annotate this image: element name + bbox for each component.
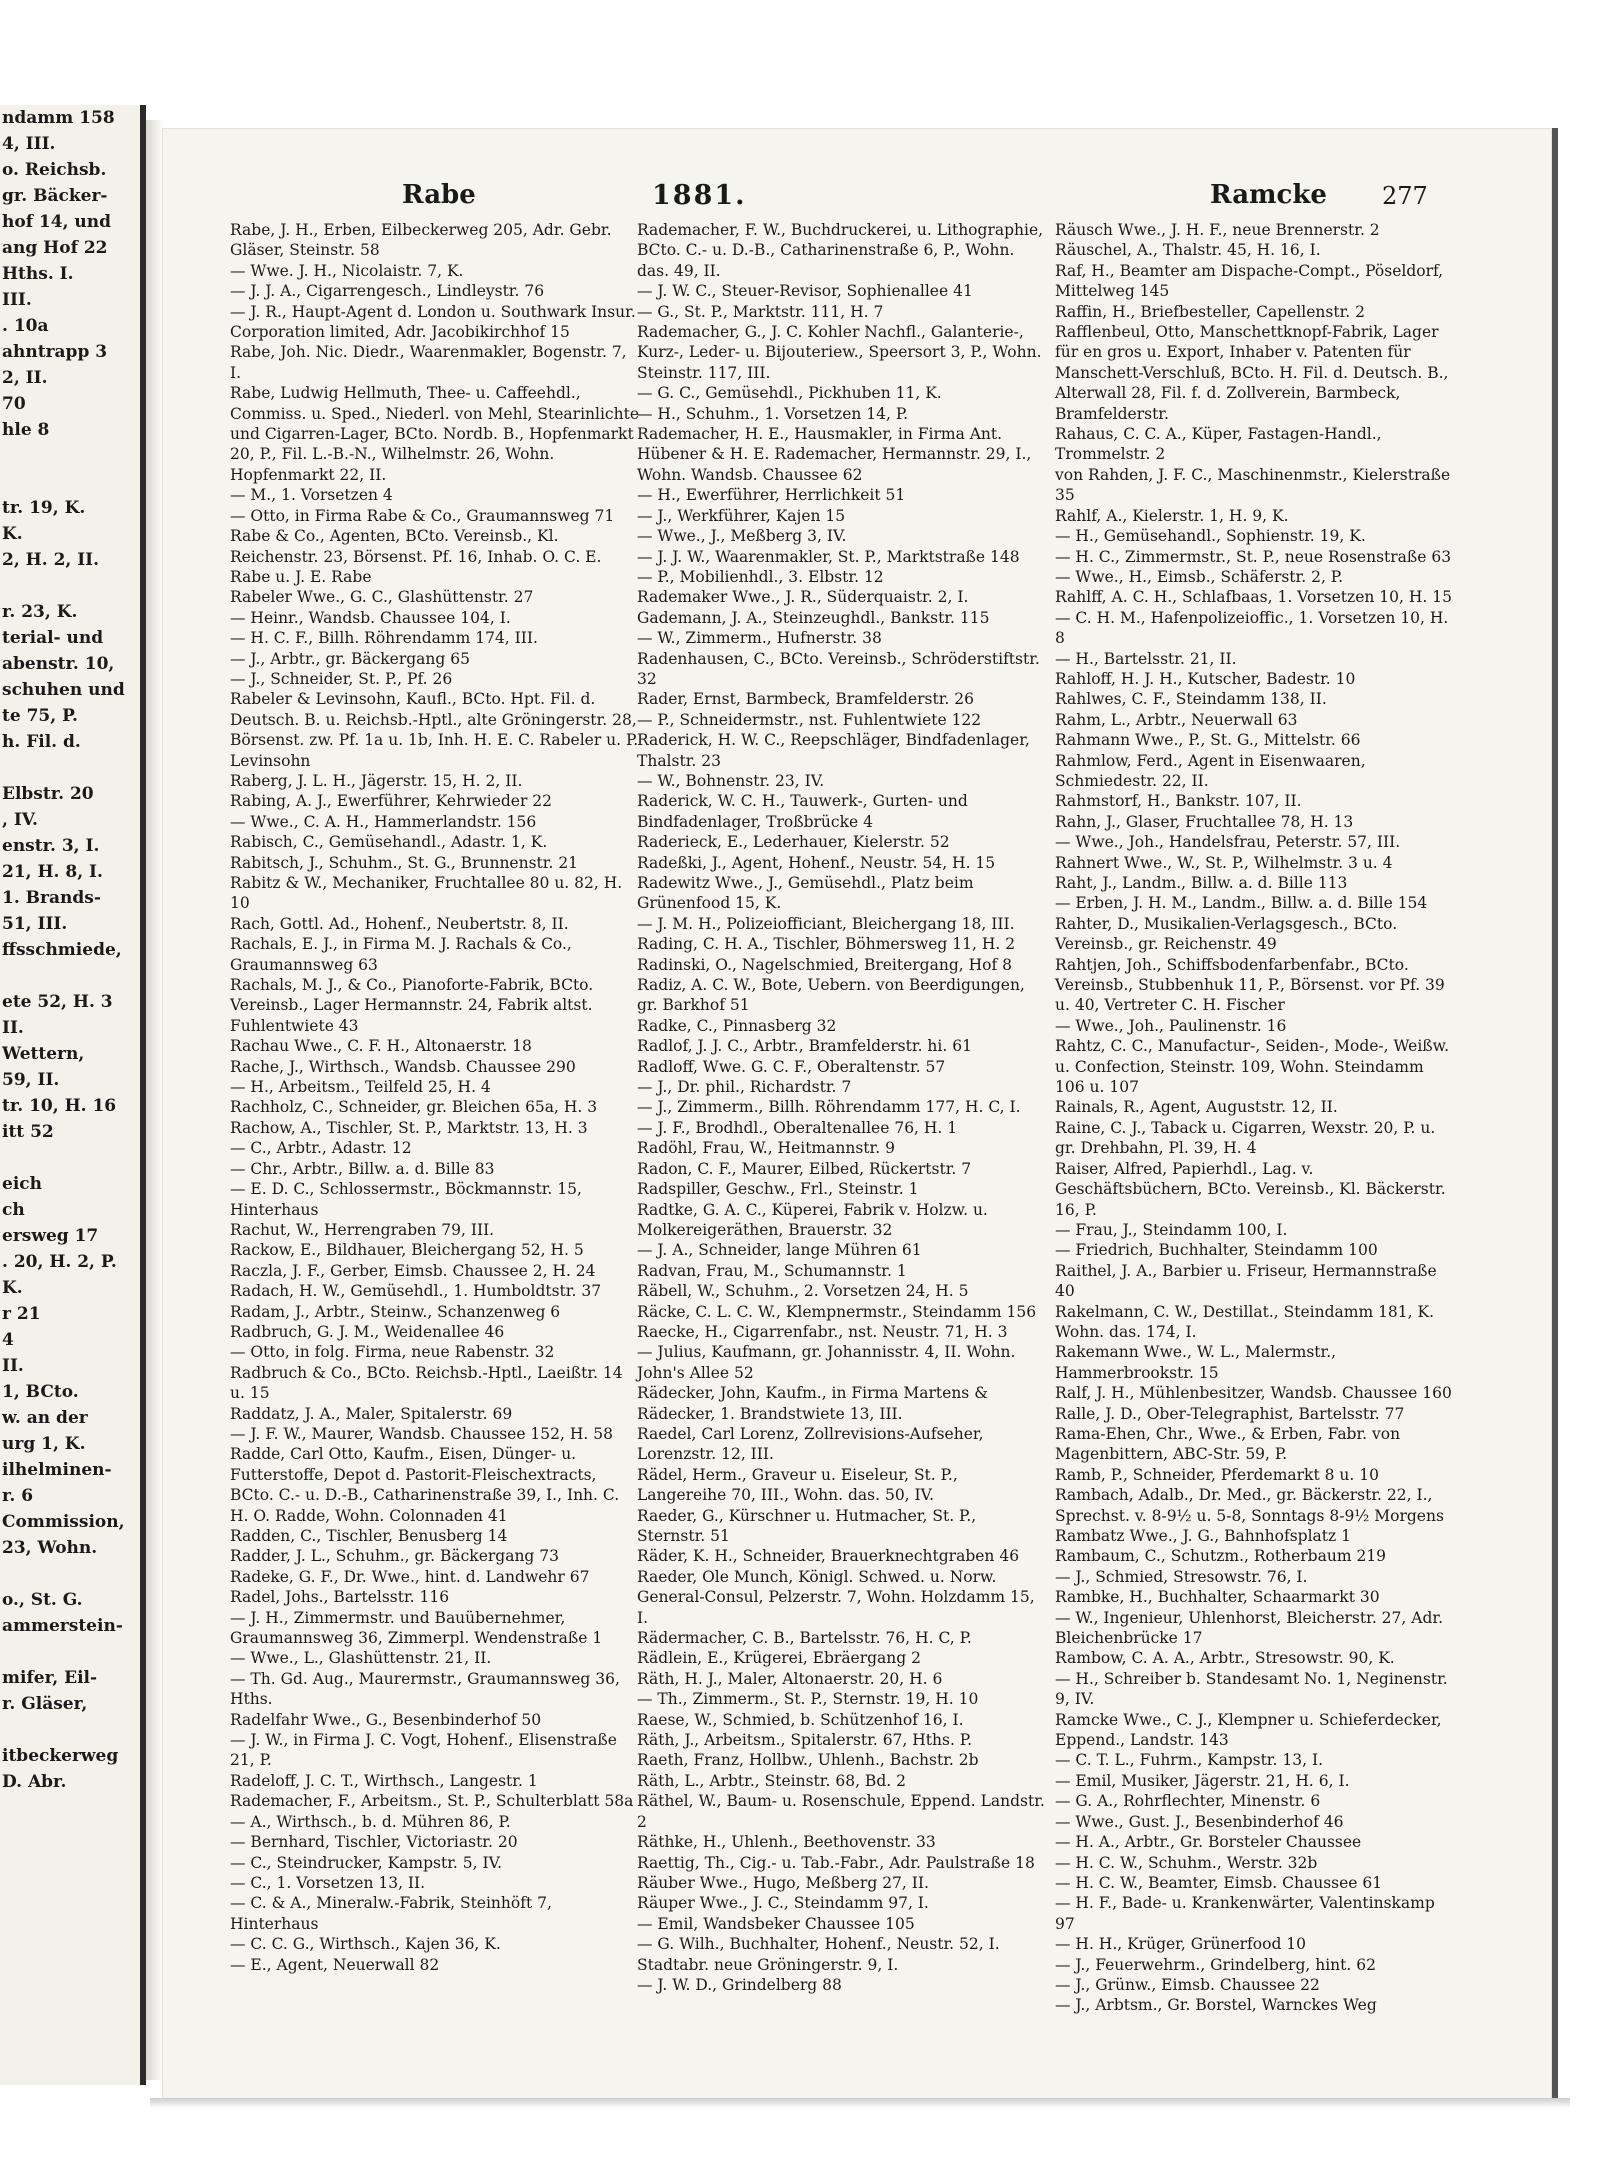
left-fragment-line: ffsschmiede, [2, 940, 122, 960]
directory-entry: — H. H., Krüger, Grünerfood 10 [1055, 1935, 1307, 1954]
directory-entry: Radder, J. L., Schuhm., gr. Bäckergang 73 [230, 1547, 559, 1566]
directory-entry: Rambke, H., Buchhalter, Schaarmarkt 30 [1055, 1588, 1380, 1607]
directory-entry: Radach, H. W., Gemüsehdl., 1. Humboldtstr. 37 [230, 1282, 602, 1301]
directory-entry: Räcke, C. L. C. W., Klempnermstr., Steindamm 156 [637, 1302, 1037, 1321]
left-fragment-line: enstr. 3, I. [2, 836, 100, 856]
directory-entry: Rahlf, A., Kielerstr. 1, H. 9, K. [1055, 506, 1289, 525]
directory-entry: Räth, H. J., Maler, Altonaerstr. 20, H. 6 [637, 1669, 943, 1688]
directory-entry: — C. & A., Mineralw.-Fabrik, Steinhöft 7, Hinterhaus [230, 1894, 552, 1933]
directory-entry: — Th., Zimmerm., St. P., Sternstr. 19, H. 10 [637, 1690, 979, 1709]
directory-entry: Radloff, Wwe. G. C. F., Oberaltenstr. 57 [637, 1057, 946, 1076]
directory-entry: — H. C. F., Billh. Röhrendamm 174, III. [230, 629, 538, 648]
left-fragment-line: gr. Bäcker- [2, 186, 108, 206]
directory-entry: Rackow, E., Bildhauer, Bleichergang 52, H. 5 [230, 1241, 584, 1260]
directory-entry: — H., Bartelsstr. 21, II. [1055, 649, 1237, 668]
left-fragment-line: 4 [2, 1330, 14, 1350]
directory-entry: — Wwe., Gust. J., Besenbinderhof 46 [1055, 1812, 1344, 1831]
directory-entry: — G. Wilh., Buchhalter, Hohenf., Neustr. 52, I. Stadtabr. neue Gröningerstr. 9, I. [637, 1935, 1000, 1974]
left-fragment-line [0, 1561, 140, 1587]
directory-entry: — Emil, Musiker, Jägerstr. 21, H. 6, I. [1055, 1771, 1350, 1790]
directory-entry: Radeßki, J., Agent, Hohenf., Neustr. 54, H. 15 [637, 853, 996, 872]
directory-entry: Radeloff, J. C. T., Wirthsch., Langestr. 1 [230, 1771, 538, 1790]
directory-entry: Raderieck, E., Lederhauer, Kielerstr. 52 [637, 833, 950, 852]
directory-entry: — J. J. W., Waarenmakler, St. P., Marktstraße 148 [637, 547, 1020, 566]
directory-entry: — Otto, in folg. Firma, neue Rabenstr. 32 [230, 1343, 555, 1362]
directory-entry: Radinski, O., Nagelschmied, Breitergang, Hof 8 [637, 955, 1012, 974]
directory-entry: — H. F., Bade- u. Krankenwärter, Valentinskamp 97 [1055, 1894, 1435, 1933]
directory-entry: Rädel, Herm., Graveur u. Eiseleur, St. P., Langereihe 70, III., Wohn. das. 50, IV. [637, 1465, 958, 1505]
directory-entry: Rademacher, F., Arbeitsm., St. P., Schulterblatt 58a [230, 1792, 634, 1811]
directory-entry: — H., Schreiber b. Standesamt No. 1, Neginenstr. 9, IV. [1055, 1669, 1448, 1709]
left-fragment-line: ndamm 158 [2, 108, 115, 128]
directory-entry: Rademacher, G., J. C. Kohler Nachfl., Galanterie-, Kurz-, Leder- u. Bijouteriew., Speersort 3, P., Wohn. Steinstr. 117, III. [637, 323, 1042, 382]
directory-entry: — Emil, Wandsbeker Chaussee 105 [637, 1914, 915, 1933]
page-bottom-edge [150, 2098, 1570, 2108]
directory-entry: Rahlff, A. C. H., Schlafbaas, 1. Vorsetzen 10, H. 15 [1055, 588, 1452, 607]
directory-entry: — Frau, J., Steindamm 100, I. [1055, 1220, 1288, 1239]
directory-entry: Rading, C. H. A., Tischler, Böhmersweg 11, H. 2 [637, 935, 1016, 954]
left-fragment-line: mifer, Eil- [2, 1668, 98, 1688]
directory-entry: Rabitz & W., Mechaniker, Fruchtallee 80 u. 82, H. 10 [230, 874, 623, 913]
directory-entry: — P., Mobilienhdl., 3. Elbstr. 12 [637, 567, 884, 586]
directory-page [162, 128, 1558, 2108]
left-fragment-line: D. Abr. [2, 1772, 67, 1792]
directory-entry: — G. C., Gemüsehdl., Pickhuben 11, K. [637, 384, 942, 403]
directory-entry: — Th. Gd. Aug., Maurermstr., Graumannsweg 36, Hths. [230, 1669, 620, 1709]
directory-entry: — H. C. W., Beamter, Eimsb. Chaussee 61 [1055, 1873, 1383, 1892]
directory-entry: — J. R., Haupt-Agent d. London u. Southwark Insur. Corporation limited, Adr. Jacobikirchhof 15 [230, 302, 636, 342]
left-fragment-line: II. [2, 1356, 24, 1376]
directory-entry: Rama-Ehen, Chr., Wwe., & Erben, Fabr. von Magenbittern, ABC-Str. 59, P. [1055, 1424, 1401, 1464]
left-fragment-line: r. 6 [2, 1486, 34, 1506]
left-fragment-line: h. Fil. d. [2, 732, 81, 752]
directory-entry: Radel, Johs., Bartelsstr. 116 [230, 1588, 450, 1607]
left-fragment-line [0, 443, 140, 469]
column-3 [1055, 220, 1455, 2016]
directory-entry: Raffin, H., Briefbesteller, Capellenstr. 2 [1055, 302, 1366, 321]
left-fragment-line: te 75, P. [2, 706, 78, 726]
directory-entry: Räuper Wwe., J. C., Steindamm 97, I. [637, 1894, 929, 1913]
left-fragment-line: abenstr. 10, [2, 654, 115, 674]
directory-entry: Raine, C. J., Taback u. Cigarren, Wexstr. 20, P. u. gr. Drehbahn, Pl. 39, H. 4 [1055, 1118, 1436, 1158]
directory-entry: Radöhl, Frau, W., Heitmannstr. 9 [637, 1139, 895, 1158]
directory-entry: Rahtz, C. C., Manufactur-, Seiden-, Mode-, Weißw. u. Confection, Steinstr. 109, Wohn. Steindamm 106 u. 107 [1055, 1037, 1450, 1097]
directory-entry: Räuber Wwe., Hugo, Meßberg 27, II. [637, 1873, 929, 1892]
left-fragment-line: 21, H. 8, I. [2, 862, 103, 882]
directory-entry: Radde, Carl Otto, Kaufm., Eisen, Dünger- u. Futterstoffe, Depot d. Pastorit-Fleischextracts, BCto. C.- u. D.-B., Catharinenstraße 39, I., Inh. C. H. O. Radde, Wohn. Colonnaden 41 [230, 1445, 620, 1525]
directory-entry: Rachals, M. J., & Co., Pianoforte-Fabrik, BCto. Vereinsb., Lager Hermannstr. 24, Fabrik altst. Fuhlentwiete 43 [230, 976, 594, 1035]
directory-entry: — Bernhard, Tischler, Victoriastr. 20 [230, 1833, 518, 1852]
directory-entry: Radspiller, Geschw., Frl., Steinstr. 1 [637, 1180, 919, 1199]
directory-entry: — Wwe., H., Eimsb., Schäferstr. 2, P. [1055, 567, 1344, 586]
left-fragment-line: ammerstein- [2, 1616, 123, 1636]
left-fragment-line [0, 963, 140, 989]
directory-entry: — H. C. W., Schuhm., Werstr. 32b [1055, 1853, 1318, 1872]
left-fragment-line: Elbstr. 20 [2, 784, 94, 804]
directory-entry: — A., Wirthsch., b. d. Mühren 86, P. [230, 1812, 511, 1831]
directory-entry: — H., Schuhm., 1. Vorsetzen 14, P. [637, 404, 909, 423]
left-fragment-line: itbeckerweg [2, 1746, 119, 1766]
directory-entry: — J. J. A., Cigarrengesch., Lindleystr. 76 [230, 282, 545, 301]
directory-entry: Rabe, Ludwig Hellmuth, Thee- u. Caffeehdl., Commiss. u. Sped., Niederl. von Mehl, Stearinlichte und Cigarren-Lager, BCto. Nordb. B., Hopfenmarkt 20, P., Fil. L.-B.-N., Wilhelmstr. 26, Wohn. Hopfenmarkt 22, II. [230, 384, 639, 484]
directory-entry: Rabisch, C., Gemüsehandl., Adastr. 1, K. [230, 833, 548, 852]
directory-entry: Rache, J., Wirthsch., Wandsb. Chaussee 290 [230, 1057, 576, 1076]
left-fragment-line: ahntrapp 3 [2, 342, 108, 362]
directory-entry: Rambow, C. A. A., Arbtr., Stresowstr. 90, K. [1055, 1649, 1395, 1668]
directory-entry: — Chr., Arbtr., Billw. a. d. Bille 83 [230, 1159, 495, 1178]
directory-entry: Radewitz Wwe., J., Gemüsehdl., Platz beim Grünenfood 15, K. [637, 874, 974, 913]
directory-entry: — J. F., Brodhdl., Oberaltenallee 76, H. 1 [637, 1118, 958, 1137]
left-fragment-line: 4, III. [2, 134, 56, 154]
left-fragment-line: tr. 10, H. 16 [2, 1096, 117, 1116]
header-left-keyword: Rabe [402, 180, 476, 210]
directory-entry: Rädecker, John, Kaufm., in Firma Martens & Rädecker, 1. Brandstwiete 13, III. [637, 1384, 988, 1423]
directory-entry: Rakelmann, C. W., Destillat., Steindamm 181, K. Wohn. das. 174, I. [1055, 1302, 1435, 1341]
page-header [162, 180, 1522, 216]
directory-entry: Radlof, J. J. C., Arbtr., Bramfelderstr. hi. 61 [637, 1037, 972, 1056]
directory-entry: Raeder, G., Kürschner u. Hutmacher, St. P., Sternstr. 51 [637, 1506, 977, 1545]
directory-entry: Rahn, J., Glaser, Fruchtallee 78, H. 13 [1055, 812, 1354, 831]
left-fragment-line: urg 1, K. [2, 1434, 86, 1454]
directory-entry: — J., Arbtr., gr. Bäckergang 65 [230, 649, 470, 668]
directory-entry: Ralle, J. D., Ober-Telegraphist, Bartelsstr. 77 [1055, 1404, 1405, 1423]
left-fragment-line: terial- und [2, 628, 104, 648]
left-fragment-line: 2, H. 2, II. [2, 550, 100, 570]
directory-entry: Ralf, J. H., Mühlenbesitzer, Wandsb. Chaussee 160 [1055, 1384, 1452, 1403]
directory-entry: — G. A., Rohrflechter, Minenstr. 6 [1055, 1792, 1321, 1811]
directory-entry: Ramb, P., Schneider, Pferdemarkt 8 u. 10 [1055, 1465, 1379, 1484]
directory-entry: — J., Schmied, Stresowstr. 76, I. [1055, 1567, 1308, 1586]
directory-entry: Rader, Ernst, Barmbeck, Bramfelderstr. 26 [637, 690, 975, 709]
directory-entry: Raht, J., Landm., Billw. a. d. Bille 113 [1055, 874, 1348, 892]
directory-entry: Rahter, D., Musikalien-Verlagsgesch., BCto. Vereinsb., gr. Reichenstr. 49 [1055, 914, 1398, 954]
header-year: 1881. [652, 180, 747, 211]
left-fragment-line: r. 23, K. [2, 602, 78, 622]
directory-entry: Rambaum, C., Schutzm., Rotherbaum 219 [1055, 1547, 1387, 1566]
directory-entry: Radbruch, G. J. M., Weidenallee 46 [230, 1322, 505, 1341]
directory-entry: Rabe, J. H., Erben, Eilbeckerweg 205, Adr. Gebr. Gläser, Steinstr. 58 [230, 221, 612, 260]
left-fragment-line: eich [2, 1174, 42, 1194]
directory-entry: Räuschel, A., Thalstr. 45, H. 16, I. [1055, 241, 1321, 260]
left-fragment-line: 51, III. [2, 914, 68, 934]
directory-entry: Raeder, Ole Munch, Königl. Schwed. u. Norw. General-Consul, Pelzerstr. 7, Wohn. Holzdamm 15, I. [637, 1567, 1035, 1627]
directory-entry: Rabeler & Levinsohn, Kaufl., BCto. Hpt. Fil. d. Deutsch. B. u. Reichsb.-Hptl., alte Gröningerstr. 28, Börsenst. zw. Pf. 1a u. 1b, Inh. H. E. C. Rabeler u. P. Levinsohn [230, 690, 639, 770]
directory-entry: Räth, L., Arbtr., Steinstr. 68, Bd. 2 [637, 1771, 906, 1790]
left-fragment-line: ersweg 17 [2, 1226, 99, 1246]
directory-entry: Rambach, Adalb., Dr. Med., gr. Bäckerstr. 22, I., Sprechst. v. 8-9½ u. 5-8, Sonntags 8-9½ Morgens [1055, 1486, 1444, 1525]
left-fragment-line: Commission, [2, 1512, 125, 1532]
left-fragment-line: w. an der [2, 1408, 88, 1428]
directory-entry: Rademaker Wwe., J. R., Süderquaistr. 2, I. [637, 588, 969, 607]
left-fragment-line: 1, BCto. [2, 1382, 79, 1402]
left-fragment-line: ch [2, 1200, 25, 1220]
directory-entry: Raeth, Franz, Hollbw., Uhlenh., Bachstr. 2b [637, 1751, 979, 1770]
left-fragment-line: Wettern, [2, 1044, 85, 1064]
directory-entry: — Erben, J. H. M., Landm., Billw. a. d. Bille 154 [1055, 894, 1428, 913]
left-fragment-line [0, 1145, 140, 1171]
column-1 [230, 220, 640, 1975]
column-2 [637, 220, 1047, 1995]
directory-entry: Raberg, J. L. H., Jägerstr. 15, H. 2, II. [230, 771, 523, 790]
directory-entry: — J. W., in Firma J. C. Vogt, Hohenf., Elisenstraße 21, P. [230, 1731, 617, 1770]
left-fragment-line: . 20, H. 2, P. [2, 1252, 117, 1272]
directory-entry: — G., St. P., Marktstr. 111, H. 7 [637, 302, 884, 321]
directory-entry: — E. D. C., Schlossermstr., Böckmannstr. 15, Hinterhaus [230, 1180, 582, 1219]
directory-entry: Räbell, W., Schuhm., 2. Vorsetzen 24, H. 5 [637, 1282, 969, 1301]
directory-entry: — C., Steindrucker, Kampstr. 5, IV. [230, 1853, 503, 1872]
directory-entry: Rach, Gottl. Ad., Hohenf., Neubertstr. 8, II. [230, 914, 569, 933]
left-fragment-line: K. [2, 1278, 23, 1298]
directory-entry: Rädermacher, C. B., Bartelsstr. 76, H. C, P. [637, 1629, 972, 1648]
directory-entry: Raecke, H., Cigarrenfabr., nst. Neustr. 71, H. 3 [637, 1322, 1008, 1341]
directory-entry: Rambatz Wwe., J. G., Bahnhofsplatz 1 [1055, 1527, 1351, 1545]
left-fragment-line: itt 52 [2, 1122, 54, 1142]
directory-entry: Rabeler Wwe., G. C., Glashüttenstr. 27 [230, 588, 534, 607]
directory-entry: — Friedrich, Buchhalter, Steindamm 100 [1055, 1241, 1378, 1260]
left-fragment-line: r 21 [2, 1304, 41, 1324]
header-right-keyword: Ramcke [1210, 180, 1327, 210]
directory-entry: Raddatz, J. A., Maler, Spitalerstr. 69 [230, 1404, 513, 1423]
directory-entry: — J. W. C., Steuer-Revisor, Sophienallee 41 [637, 282, 973, 301]
directory-entry: Rachau Wwe., C. F. H., Altonaerstr. 18 [230, 1037, 532, 1056]
directory-entry: — C. C. G., Wirthsch., Kajen 36, K. [230, 1935, 501, 1954]
directory-entry: Radenhausen, C., BCto. Vereinsb., Schröderstiftstr. 32 [637, 649, 1040, 688]
directory-entry: — Wwe., J., Meßberg 3, IV. [637, 527, 847, 546]
directory-entry: — H. A., Arbtr., Gr. Borsteler Chaussee [1055, 1833, 1362, 1852]
directory-entry: — W., Ingenieur, Uhlenhorst, Bleicherstr. 27, Adr. Bleichenbrücke 17 [1055, 1608, 1443, 1648]
directory-entry: Rahtjen, Joh., Schiffsbodenfarbenfabr., BCto. Vereinsb., Stubbenhuk 11, P., Börsenst. vor Pf. 39 u. 40, Vertreter C. H. Fischer [1055, 955, 1445, 1015]
directory-entry: Raf, H., Beamter am Dispache-Compt., Pöseldorf, Mittelweg 145 [1055, 261, 1444, 301]
directory-entry: Rädlein, E., Krügerei, Ebräergang 2 [637, 1649, 921, 1668]
left-fragment-line: 1. Brands- [2, 888, 101, 908]
directory-entry: Rademacher, F. W., Buchdruckerei, u. Lithographie, BCto. C.- u. D.-B., Catharinenstraße 6, P., Wohn. das. 49, II. [637, 221, 1044, 280]
directory-entry: Radvan, Frau, M., Schumannstr. 1 [637, 1261, 907, 1280]
directory-entry: — P., Schneidermstr., nst. Fuhlentwiete 122 [637, 710, 982, 729]
directory-entry: — H., Gemüsehandl., Sophienstr. 19, K. [1055, 527, 1366, 546]
directory-entry: Raedel, Carl Lorenz, Zollrevisions-Aufseher, Lorenzstr. 12, III. [637, 1424, 984, 1464]
left-fragment-line: . 10a [2, 316, 49, 336]
directory-entry: Räthel, W., Baum- u. Rosenschule, Eppend. Landstr. 2 [637, 1792, 1045, 1831]
directory-entry: Rahlwes, C. F., Steindamm 138, II. [1055, 690, 1327, 709]
directory-entry: von Rahden, J. F. C., Maschinenmstr., Kielerstraße 35 [1055, 465, 1451, 505]
directory-entry: Raettig, Th., Cig.- u. Tab.-Fabr., Adr. Paulstraße 18 [637, 1853, 1035, 1872]
directory-entry: Rahmstorf, H., Bankstr. 107, II. [1055, 792, 1302, 811]
directory-entry: — J., Zimmerm., Billh. Röhrendamm 177, H. C, I. [637, 1098, 1021, 1117]
directory-entry: — J. A., Schneider, lange Mühren 61 [637, 1241, 922, 1260]
directory-entry: Raderick, W. C. H., Tauwerk-, Gurten- und Bindfadenlager, Troßbrücke 4 [637, 792, 968, 831]
directory-entry: Raiser, Alfred, Papierhdl., Lag. v. Geschäftsbüchern, BCto. Vereinsb., Kl. Bäckerstr. 16, P. [1055, 1159, 1446, 1219]
directory-entry: — J., Arbtsm., Gr. Borstel, Warnckes Weg [1055, 1996, 1377, 2015]
directory-entry: Ramcke Wwe., C. J., Klempner u. Schieferdecker, Eppend., Landstr. 143 [1055, 1710, 1442, 1750]
directory-entry: Rademacher, H. E., Hausmakler, in Firma Ant. Hübener & H. E. Rademacher, Hermannstr. 29, I., Wohn. Wandsb. Chaussee 62 [637, 425, 1032, 484]
directory-entry: — Otto, in Firma Rabe & Co., Graumannsweg 71 [230, 506, 615, 525]
directory-entry: — M., 1. Vorsetzen 4 [230, 486, 393, 505]
directory-entry: — H., Ewerführer, Herrlichkeit 51 [637, 486, 906, 505]
left-fragment-line: r. Gläser, [2, 1694, 88, 1714]
directory-entry: Rabe & Co., Agenten, BCto. Vereinsb., Kl. Reichenstr. 23, Börsenst. Pf. 16, Inhab. O. C. E. Rabe u. J. E. Rabe [230, 527, 602, 586]
directory-entry: Radon, C. F., Maurer, Eilbed, Rückertstr. 7 [637, 1159, 972, 1178]
left-fragment-line: ilhelminen- [2, 1460, 112, 1480]
directory-entry: — H., Arbeitsm., Teilfeld 25, H. 4 [230, 1078, 491, 1097]
page-number: 277 [1382, 182, 1428, 210]
left-fragment-line [0, 755, 140, 781]
left-fragment-line: 23, Wohn. [2, 1538, 98, 1558]
directory-entry: Räusch Wwe., J. H. F., neue Brennerstr. 2 [1055, 221, 1380, 239]
directory-entry: — J., Werkführer, Kajen 15 [637, 506, 846, 525]
left-fragment-line: Hths. I. [2, 264, 74, 284]
directory-entry: Rabe, Joh. Nic. Diedr., Waarenmakler, Bogenstr. 7, I. [230, 343, 627, 382]
directory-entry: Rafflenbeul, Otto, Manschettknopf-Fabrik, Lager für en gros u. Export, Inhaber v. Patenten für Manschett-Verschluß, BCto. H. Fil. d. Deutsch. B., Alterwall 28, Fil. f. d. Zollverein, Barmbeck, Bramfelderstr. [1055, 323, 1449, 423]
directory-entry: Radam, J., Arbtr., Steinw., Schanzenweg 6 [230, 1302, 561, 1321]
directory-entry: Räthke, H., Uhlenh., Beethovenstr. 33 [637, 1833, 936, 1852]
directory-entry: — C. H. M., Hafenpolizeioffic., 1. Vorsetzen 10, H. 8 [1055, 608, 1449, 648]
directory-entry: Raderick, H. W. C., Reepschläger, Bindfadenlager, Thalstr. 23 [637, 731, 1030, 770]
directory-entry: Gademann, J. A., Steinzeughdl., Bankstr. 115 [637, 608, 990, 627]
directory-entry: Raese, W., Schmied, b. Schützenhof 16, I. [637, 1710, 964, 1729]
directory-entry: Radiz, A. C. W., Bote, Uebern. von Beerdigungen, gr. Barkhof 51 [637, 976, 1025, 1015]
directory-entry: Rachow, A., Tischler, St. P., Marktstr. 13, H. 3 [230, 1118, 588, 1137]
directory-entry: Radeke, G. F., Dr. Wwe., hint. d. Landwehr 67 [230, 1567, 590, 1586]
directory-entry: Radtke, G. A. C., Küperei, Fabrik v. Holzw. u. Molkereigeräthen, Brauerstr. 32 [637, 1200, 988, 1239]
directory-entry: — Wwe., Joh., Handelsfrau, Peterstr. 57, III. [1055, 833, 1401, 852]
directory-entry: Rabing, A. J., Ewerführer, Kehrwieder 22 [230, 792, 553, 811]
left-fragment-line: 59, II. [2, 1070, 60, 1090]
left-fragment-line [0, 1717, 140, 1743]
directory-entry: Raczla, J. F., Gerber, Eimsb. Chaussee 2, H. 24 [230, 1261, 596, 1280]
left-fragment-line: K. [2, 524, 23, 544]
left-page-fragment [0, 105, 146, 2085]
left-fragment-line: 2, II. [2, 368, 48, 388]
directory-entry: Rakemann Wwe., W. L., Malermstr., Hammerbrookstr. 15 [1055, 1343, 1337, 1382]
directory-entry: — C., 1. Vorsetzen 13, II. [230, 1873, 426, 1892]
directory-entry: — J., Grünw., Eimsb. Chaussee 22 [1055, 1975, 1320, 1994]
directory-entry: — W., Bohnenstr. 23, IV. [637, 771, 825, 790]
left-fragment-line: ang Hof 22 [2, 238, 108, 258]
directory-entry: — J. F. W., Maurer, Wandsb. Chaussee 152, H. 58 [230, 1424, 613, 1443]
directory-entry: — C. T. L., Fuhrm., Kampstr. 13, I. [1055, 1751, 1323, 1770]
directory-entry: — C., Arbtr., Adastr. 12 [230, 1139, 412, 1158]
directory-entry: — Wwe. J. H., Nicolaistr. 7, K. [230, 261, 464, 280]
directory-entry: Räth, J., Arbeitsm., Spitalerstr. 67, Hths. P. [637, 1731, 973, 1750]
left-fragment-line: o. Reichsb. [2, 160, 107, 180]
directory-entry: Rachals, E. J., in Firma M. J. Rachals & Co., Graumannsweg 63 [230, 935, 572, 974]
left-fragment-line: tr. 19, K. [2, 498, 86, 518]
left-fragment-line: ete 52, H. 3 [2, 992, 113, 1012]
directory-entry: — J. M. H., Polizeiofficiant, Bleichergang 18, III. [637, 914, 1015, 933]
directory-entry: — Wwe., Joh., Paulinenstr. 16 [1055, 1016, 1287, 1035]
directory-entry: — J., Schneider, St. P., Pf. 26 [230, 669, 453, 688]
directory-entry: Räder, K. H., Schneider, Brauerknechtgraben 46 [637, 1547, 1020, 1566]
directory-entry: Rachut, W., Herrengraben 79, III. [230, 1220, 495, 1239]
directory-entry: — Wwe., C. A. H., Hammerlandstr. 156 [230, 812, 537, 831]
directory-entry: Radke, C., Pinnasberg 32 [637, 1016, 837, 1035]
directory-entry: Radden, C., Tischler, Benusberg 14 [230, 1527, 508, 1545]
left-fragment-line: hle 8 [2, 420, 50, 440]
directory-entry: — H. C., Zimmermstr., St. P., neue Rosenstraße 63 [1055, 547, 1452, 566]
directory-entry: — Wwe., L., Glashüttenstr. 21, II. [230, 1649, 492, 1668]
left-fragment-line [0, 469, 140, 495]
left-fragment-line: , IV. [2, 810, 38, 830]
directory-entry: Radbruch & Co., BCto. Reichsb.-Hptl., Laeißtr. 14 u. 15 [230, 1363, 623, 1403]
left-fragment-line [0, 573, 140, 599]
directory-entry: Rahloff, H. J. H., Kutscher, Badestr. 10 [1055, 669, 1356, 688]
directory-entry: — Julius, Kaufmann, gr. Johannisstr. 4, II. Wohn. John's Allee 52 [637, 1343, 1016, 1382]
left-fragment-line: 70 [2, 394, 26, 414]
left-fragment-line: o., St. G. [2, 1590, 83, 1610]
directory-entry: Rabitsch, J., Schuhm., St. G., Brunnenstr. 21 [230, 853, 579, 872]
directory-entry: Rahaus, C. C. A., Küper, Fastagen-Handl., Trommelstr. 2 [1055, 425, 1382, 464]
directory-entry: — W., Zimmerm., Hufnerstr. 38 [637, 629, 882, 648]
directory-entry: Rahm, L., Arbtr., Neuerwall 63 [1055, 710, 1298, 729]
directory-entry: — J. H., Zimmermstr. und Bauübernehmer, Graumannsweg 36, Zimmerpl. Wendenstraße 1 [230, 1608, 603, 1648]
left-fragment-line: II. [2, 1018, 24, 1038]
left-fragment-line [0, 1639, 140, 1665]
left-fragment-line: hof 14, und [2, 212, 112, 232]
directory-entry: Rahnert Wwe., W., St. P., Wilhelmstr. 3 u. 4 [1055, 853, 1393, 872]
left-fragment-line: schuhen und [2, 680, 125, 700]
directory-entry: Raithel, J. A., Barbier u. Friseur, Hermannstraße 40 [1055, 1261, 1437, 1301]
directory-entry: Radelfahr Wwe., G., Besenbinderhof 50 [230, 1710, 542, 1729]
directory-entry: Rahmann Wwe., P., St. G., Mittelstr. 66 [1055, 731, 1361, 750]
directory-entry: Rainals, R., Agent, Auguststr. 12, II. [1055, 1098, 1338, 1117]
directory-entry: — Heinr., Wandsb. Chaussee 104, I. [230, 608, 511, 627]
directory-entry: — J., Feuerwehrm., Grindelberg, hint. 62 [1055, 1955, 1376, 1974]
directory-entry: — J. W. D., Grindelberg 88 [637, 1975, 842, 1994]
left-fragment-line: III. [2, 290, 32, 310]
directory-entry: Rahmlow, Ferd., Agent in Eisenwaaren, Schmiedestr. 22, II. [1055, 751, 1366, 790]
directory-entry: — E., Agent, Neuerwall 82 [230, 1955, 440, 1974]
directory-entry: Rachholz, C., Schneider, gr. Bleichen 65a, H. 3 [230, 1098, 598, 1117]
directory-entry: — J., Dr. phil., Richardstr. 7 [637, 1078, 852, 1097]
